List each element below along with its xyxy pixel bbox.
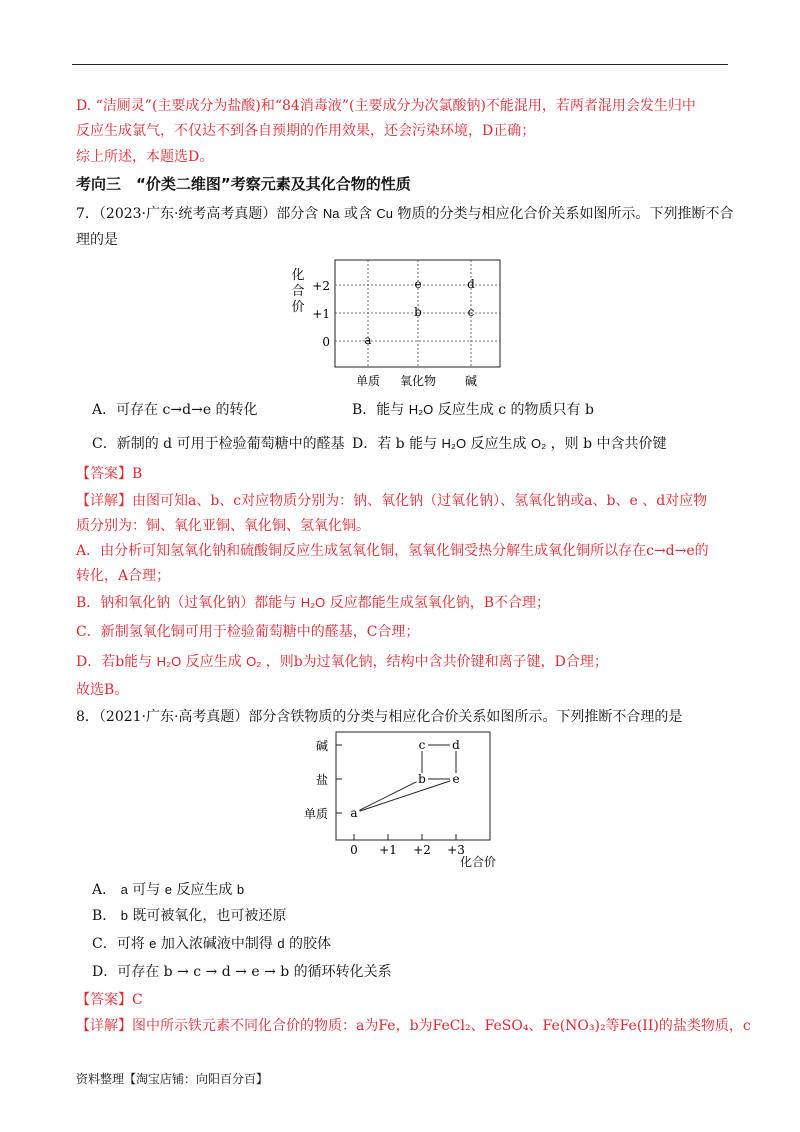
q7-option-d-part1: D．若 b 能与 <box>352 436 438 452</box>
q7-detail-line4: 转化，A合理； <box>76 568 171 584</box>
q8-option-c-var1: e <box>149 936 157 951</box>
q7-x-label-1: 氧化物 <box>399 374 437 388</box>
q7-detail-line2: 质分别为：铜、氧化亚铜、氧化铜、氢氧化铜。 <box>76 518 370 534</box>
q8-point-a: a <box>350 806 358 820</box>
q7-x-label-2: 碱 <box>464 374 478 388</box>
q7-option-b-part2: 反应生成 c 的物质只有 b <box>437 402 594 418</box>
q7-option-a: A．可存在 c→d→e 的转化 <box>92 402 258 418</box>
header-rule <box>72 64 728 65</box>
q8-x-tick-1: +1 <box>379 843 397 857</box>
q8-option-c <box>92 934 331 954</box>
q7-answer: 【答案】B <box>76 466 143 482</box>
q7-valence-class-figure <box>290 255 520 390</box>
q8-option-b-part2: 既可被氧化，也可被还原 <box>132 908 287 924</box>
q7-y-title-1: 化 <box>291 268 305 283</box>
q8-option-c-part1: C．可将 <box>92 936 145 952</box>
q8-line-a-b <box>359 782 416 811</box>
q8-stem: 8．（2021·广东·高考真题）部分含铁物质的分类与相应化合价关系如图所示。下列推断不合理的是 <box>76 709 683 725</box>
q8-option-a-part2: 可与 <box>132 882 161 898</box>
q7-y-tick-1: +1 <box>312 307 330 321</box>
q8-point-c: c <box>418 738 426 752</box>
q8-detail-line1: 【详解】图中所示铁元素不同化合价的物质：a为Fe，b为FeCl₂、FeSO₄、Fe(NO₃)₂等Fe(II)的盐类物质，c <box>76 1018 751 1034</box>
q8-option-d: D．可存在 b → c → d → e → b 的循环转化关系 <box>92 964 392 980</box>
q7-y-title-3: 价 <box>291 300 305 315</box>
q8-option-b <box>92 906 286 926</box>
q8-y-label-2: 单质 <box>303 807 328 821</box>
q8-option-c-var2: d <box>277 936 285 951</box>
section-heading: 考向三 “价类二维图”考察元素及其化合物的性质 <box>76 175 411 193</box>
q7-detail-line5-h2o: H₂O <box>300 595 326 610</box>
q7-detail-line7-h2o: H₂O <box>156 654 182 669</box>
q8-y-label-1: 盐 <box>315 773 328 787</box>
q8-point-e: e <box>452 772 460 786</box>
q7-detail-line7-o2: O₂ <box>246 654 262 669</box>
q7-y-tick-0: +2 <box>312 279 330 293</box>
q7-x-label-0: 单质 <box>355 374 381 388</box>
q7-option-d-o2: O₂ <box>531 436 547 451</box>
q7-y-title-2: 合 <box>291 284 305 299</box>
q6-option-d-line1: D. “洁厕灵”(主要成分为盐酸)和“84消毒液”(主要成分为次氯酸钠)不能混用，若两者混用会发生归中 <box>76 98 696 114</box>
q8-option-c-part3: 的胶体 <box>289 936 331 952</box>
q8-option-a-var2: e <box>164 882 172 897</box>
q7-option-b <box>352 400 594 420</box>
q7-detail-line7-part2: 反应生成 <box>185 654 242 670</box>
q8-option-a-part1: A． <box>92 882 117 898</box>
q8-x-tick-0: 0 <box>350 843 358 857</box>
q8-x-ticks <box>350 834 465 857</box>
q8-answer: 【答案】C <box>76 992 143 1008</box>
q8-option-a-part3: 反应生成 <box>176 882 233 898</box>
q7-detail-line5-part1: B．钠和氧化钠（过氧化钠）都能与 <box>76 595 297 611</box>
q6-conclusion: 综上所述，本题选D。 <box>76 149 214 165</box>
q7-na: Na <box>322 206 340 221</box>
q8-point-d: d <box>452 738 460 752</box>
q7-point-b: b <box>414 305 422 319</box>
q7-detail-line7-part1: D．若b能与 <box>76 654 153 670</box>
q7-option-d-part3: ，则 b 中含共价键 <box>550 436 667 452</box>
q7-detail-line5-part2: 反应都能生成氢氧化钠，B不合理； <box>329 595 551 611</box>
q7-y-tick-2: 0 <box>322 335 330 349</box>
q7-option-b-part1: B．能与 <box>352 402 405 418</box>
q8-x-title: 化合价 <box>459 855 497 869</box>
q7-detail-line8: 故选B。 <box>76 682 129 698</box>
q7-detail-line5 <box>76 593 550 613</box>
q7-option-d-h2o: H₂O <box>441 436 467 451</box>
q8-option-b-part1: B． <box>92 908 117 924</box>
q7-point-c: c <box>467 305 475 319</box>
q8-option-c-part2: 加入浓碱液中制得 <box>160 936 273 952</box>
q8-point-b: b <box>418 772 426 786</box>
q7-point-d: d <box>467 277 475 291</box>
q8-option-a <box>92 880 244 900</box>
q7-x-labels <box>356 373 477 388</box>
q8-valence-class-figure <box>290 728 520 873</box>
q8-y-label-0: 碱 <box>315 739 328 753</box>
q7-detail-line3: A．由分析可知氢氧化钠和硫酸铜反应生成氢氧化铜，氢氧化铜受热分解生成氧化铜所以存在c→d→e的 <box>76 543 709 559</box>
q7-point-a: a <box>364 333 372 347</box>
q8-x-tick-2: +2 <box>413 843 431 857</box>
q8-line-a-e <box>360 781 451 811</box>
q7-stem-part2: 或含 <box>343 206 372 222</box>
q7-option-c: C．新制的 d 可用于检验葡萄糖中的醛基 <box>92 436 345 452</box>
q7-detail-line6: C．新制氢氧化铜可用于检验葡萄糖中的醛基，C合理； <box>76 624 420 640</box>
q7-points <box>364 277 475 347</box>
q7-stem-part3: 物质的分类与相应化合价关系如图所示。下列推断不合 <box>397 206 734 222</box>
q7-detail-line7-part3: ，则b为过氧化钠，结构中含共价键和离子键，D合理； <box>265 654 608 670</box>
q8-option-b-var1: b <box>120 908 128 923</box>
q6-option-d-line2: 反应生成氯气，不仅达不到各自预期的作用效果，还会污染环境，D正确； <box>76 123 536 139</box>
q7-option-b-h2o: H₂O <box>408 402 434 417</box>
q8-x-tick-3: +3 <box>447 843 465 857</box>
q8-plot-frame <box>336 732 490 840</box>
q7-point-e: e <box>414 277 422 291</box>
q7-detail-line1: 【详解】由图可知a、b、c对应物质分别为：钠、氧化钠（过氧化钠）、氢氧化钠或a、b、e 、d对应物 <box>76 493 708 509</box>
q7-detail-line7 <box>76 652 608 672</box>
q8-relation-lines <box>359 745 456 811</box>
footer-source: 资料整理【淘宝店铺：向阳百分百】 <box>76 1072 269 1086</box>
q7-option-d <box>352 434 667 454</box>
q7-stem-part1: 7．（2023·广东·统考高考真题）部分含 <box>76 206 319 222</box>
q7-y-ticks <box>312 279 330 349</box>
q8-option-a-var3: b <box>236 882 245 897</box>
q7-stem-line1 <box>76 204 734 224</box>
q7-option-d-part2: 反应生成 <box>470 436 527 452</box>
q8-option-a-var1: a <box>120 882 128 897</box>
q7-cu: Cu <box>376 206 394 221</box>
q7-stem-line2: 理的是 <box>76 232 118 248</box>
